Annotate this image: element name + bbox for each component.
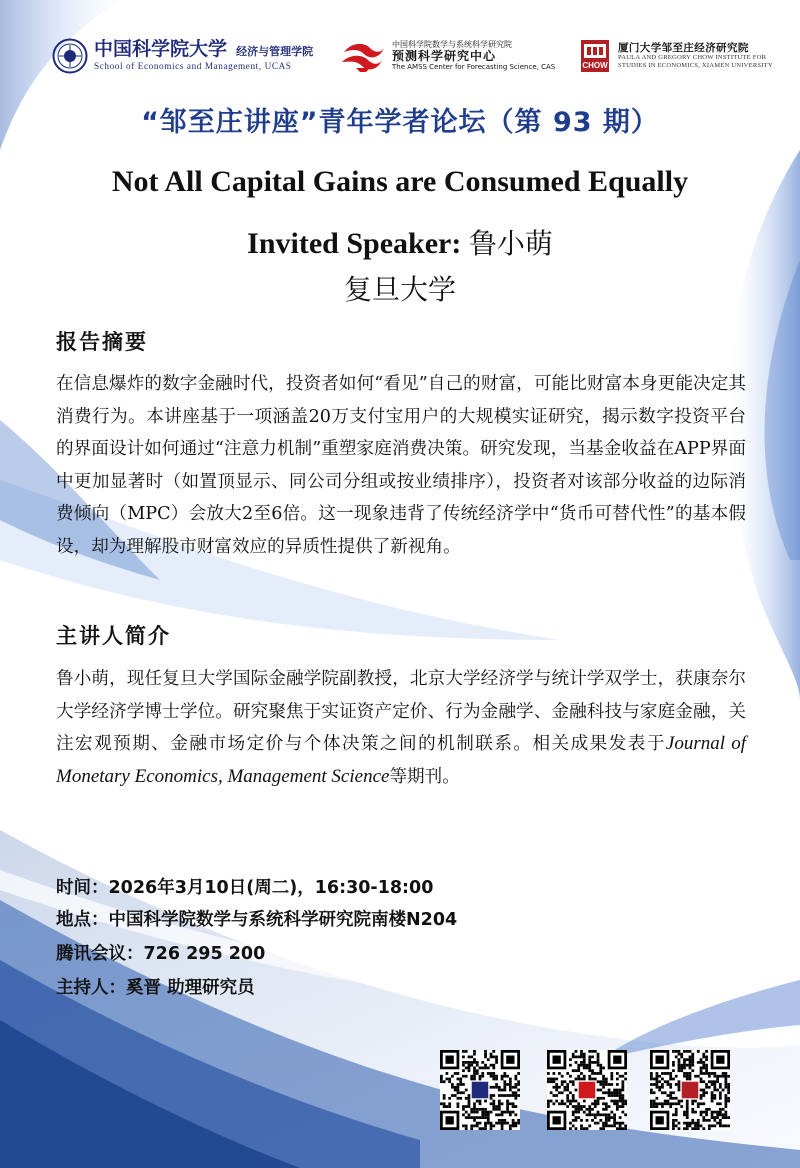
event-tencent-meeting: 腾讯会议：726 295 200 bbox=[56, 944, 266, 964]
bio-journals: Journal of Monetary Economics, Management Science bbox=[56, 733, 746, 787]
bio-text-end: 等期刊。 bbox=[389, 766, 460, 787]
event-venue: 地点：中国科学院数学与系统科学研究院南楼N204 bbox=[56, 910, 458, 930]
header-logos bbox=[0, 38, 800, 88]
chow-logo bbox=[578, 38, 773, 74]
amss-wave-icon bbox=[340, 38, 386, 74]
qr-code-amss[interactable] bbox=[547, 1050, 627, 1130]
speaker-line bbox=[0, 222, 800, 262]
amss-logo bbox=[340, 38, 555, 74]
chow-name-cn: 厦门大学邹至庄经济研究院 bbox=[618, 41, 749, 54]
abstract-text: 在信息爆炸的数字金融时代，投资者如何“看见”自己的财富，可能比财富本身更能决定其消费行为。本讲座基于一项涵盖20万支付宝用户的大规模实证研究，揭示数字投资平台的界面设计如何通过“注意力机制”重塑家庭消费决策。研究发现，当基金收益在APP界面中更加显著时（如置顶显示、同公司分组或按业绩排序），投资者对该部分收益的边际消费倾向（MPC）会放大2至6倍。这一现象违背了传统经济学中“货币可替代性”的基本假设，却为理解股市财富效应的异质性提供了新视角。 bbox=[56, 374, 746, 557]
speaker-affiliation: 复旦大学 bbox=[343, 273, 456, 306]
series-title: “邹至庄讲座”青年学者论坛（第 93 期） bbox=[141, 107, 659, 138]
amss-line2: 预测科学研究中心 bbox=[392, 48, 497, 63]
abstract-heading: 报告摘要 bbox=[56, 330, 148, 354]
speaker-label: Invited Speaker: bbox=[247, 227, 469, 260]
speaker-name: 鲁小萌 bbox=[468, 227, 553, 260]
bio-text bbox=[56, 663, 746, 793]
bio-heading: 主讲人简介 bbox=[56, 624, 171, 648]
amss-line3: The AMSS Center for Forecasting Science, CAS bbox=[392, 63, 556, 72]
ucas-name-en: School of Economics and Management, UCAS bbox=[94, 61, 292, 72]
ucas-name-cn: 中国科学院大学 bbox=[94, 38, 228, 61]
ucas-dept-cn: 经济与管理学院 bbox=[236, 45, 314, 59]
ucas-seal-icon bbox=[52, 38, 88, 74]
event-host: 主持人：奚晋 助理研究员 bbox=[56, 978, 255, 998]
ucas-logo bbox=[52, 38, 313, 74]
amss-line1: 中国科学院数学与系统科学研究院 bbox=[392, 40, 512, 50]
chow-seal-icon bbox=[578, 38, 612, 74]
bio-text-main: 鲁小萌，现任复旦大学国际金融学院副教授，北京大学经济学与统计学双学士，获康奈尔大学经济学博士学位。研究聚焦于实证资产定价、行为金融学、金融科技与家庭金融，关注宏观预期、金融市场定价与个体决策之间的机制联系。相关成果发表于 bbox=[56, 669, 746, 755]
talk-title: Not All Capital Gains are Consumed Equally bbox=[111, 165, 689, 198]
qr-code-ucas[interactable] bbox=[440, 1050, 520, 1130]
chow-name-en-1: PAULA AND GREGORY CHOW INSTITUTE FOR bbox=[618, 54, 767, 62]
chow-seal-text: CHOW bbox=[582, 61, 608, 70]
qr-code-chow[interactable] bbox=[650, 1050, 730, 1130]
chow-name-en-2: STUDIES IN ECONOMICS, XIAMEN UNIVERSITY bbox=[618, 62, 773, 70]
event-time: 时间：2026年3月10日(周二)，16:30-18:00 bbox=[56, 878, 434, 898]
